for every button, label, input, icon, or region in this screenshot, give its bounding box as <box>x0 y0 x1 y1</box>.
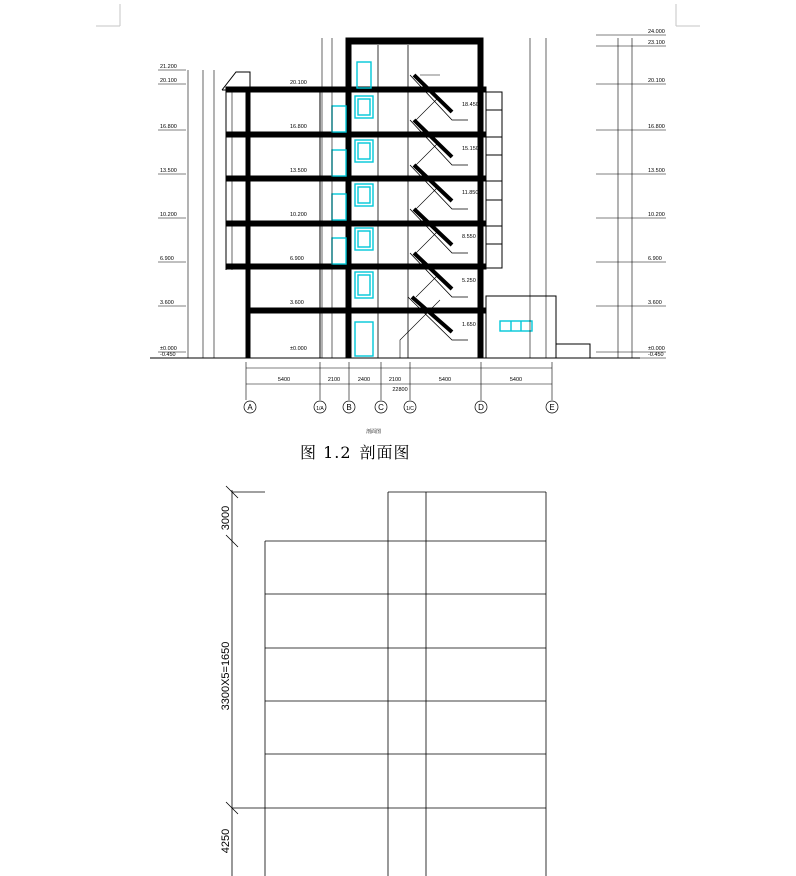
span-dimension-label: 5400 <box>438 377 452 383</box>
axis-bubble-label: A <box>247 403 253 412</box>
elevation-label-inner: 13.500 <box>290 168 307 174</box>
elevation-label-inner: 11.850 <box>462 190 479 196</box>
elevation-label-inner: 20.100 <box>290 80 307 86</box>
elevation-label-right: 10.200 <box>648 212 665 218</box>
elevation-label-inner: 15.150 <box>462 146 479 152</box>
elevation-label-left: -0.450 <box>160 352 176 358</box>
elevation-label-right: 3.600 <box>648 300 662 306</box>
figure-caption <box>300 440 419 463</box>
axis-bubble-label: B <box>346 403 352 412</box>
figure-title: 剖面图 <box>359 443 411 462</box>
elevation-label-left: ±0.000 <box>160 346 177 352</box>
elevation-label-inner: 6.900 <box>290 256 304 262</box>
total-span-label: 22800 <box>392 387 408 393</box>
frame-grid <box>226 486 546 876</box>
elevation-label-right: 20.100 <box>648 78 665 84</box>
stair-flights <box>400 75 468 358</box>
elevation-label-inner: 18.450 <box>462 102 479 108</box>
balcony-bay <box>486 92 590 358</box>
figure-number: 图 1.2 <box>300 443 352 462</box>
elevation-label-right: 16.800 <box>648 124 665 130</box>
axis-bubble-label: E <box>549 403 555 412</box>
elevation-label-inner: ±0.000 <box>290 346 307 352</box>
dimension-label-top: 3000 <box>220 505 232 531</box>
elevation-label-left: 20.100 <box>160 78 177 84</box>
elevation-labels-left <box>158 64 186 358</box>
axis-bubble-label: 1/A <box>316 406 324 412</box>
span-dimension-label: 2100 <box>388 377 402 383</box>
elevation-label-left: 6.900 <box>160 256 174 262</box>
elevation-labels-right <box>596 29 666 358</box>
span-dimension-label: 2100 <box>327 377 341 383</box>
elevation-label-inner: 8.550 <box>462 234 476 240</box>
elevation-label-right: 6.900 <box>648 256 662 262</box>
span-dimension-label: 2400 <box>357 377 371 383</box>
elevation-label-right: -0.450 <box>648 352 664 358</box>
elevation-label-inner: 3.600 <box>290 300 304 306</box>
span-dimension-labels <box>278 377 522 393</box>
elevation-label-right: ±0.000 <box>648 346 665 352</box>
elevation-label-left: 13.500 <box>160 168 177 174</box>
section-drawing <box>0 0 796 430</box>
elevation-label-inner: 10.200 <box>290 212 307 218</box>
elevation-label-right: 13.500 <box>648 168 665 174</box>
elevation-label-right: 24.000 <box>648 29 665 35</box>
dimension-label-middle: 3300X5=1650 <box>220 641 232 711</box>
axis-bubble-label: D <box>478 403 484 412</box>
span-dimension-label: 5400 <box>509 377 523 383</box>
elevation-label-inner: 5.250 <box>462 278 476 284</box>
drawing-small-title: 剖面图 <box>366 429 382 435</box>
elevation-label-left: 10.200 <box>160 212 177 218</box>
elevation-label-left: 16.800 <box>160 124 177 130</box>
span-dimension-label: 5400 <box>277 377 291 383</box>
axis-bubble-label: C <box>378 403 384 412</box>
axis-bubble-label: 1/C <box>406 406 414 412</box>
dimension-label-bottom: 4250 <box>220 828 232 854</box>
elevation-label-inner: 16.800 <box>290 124 307 130</box>
axis-bubbles <box>244 401 558 413</box>
elevation-label-inner: 23.100 <box>422 40 439 46</box>
elevation-label-left: 21.200 <box>160 64 177 70</box>
elevation-label-right: 23.100 <box>648 40 665 46</box>
frame-diagram <box>0 476 796 876</box>
elevation-label-inner: 1.650 <box>462 322 476 328</box>
elevation-label-left: 3.600 <box>160 300 174 306</box>
